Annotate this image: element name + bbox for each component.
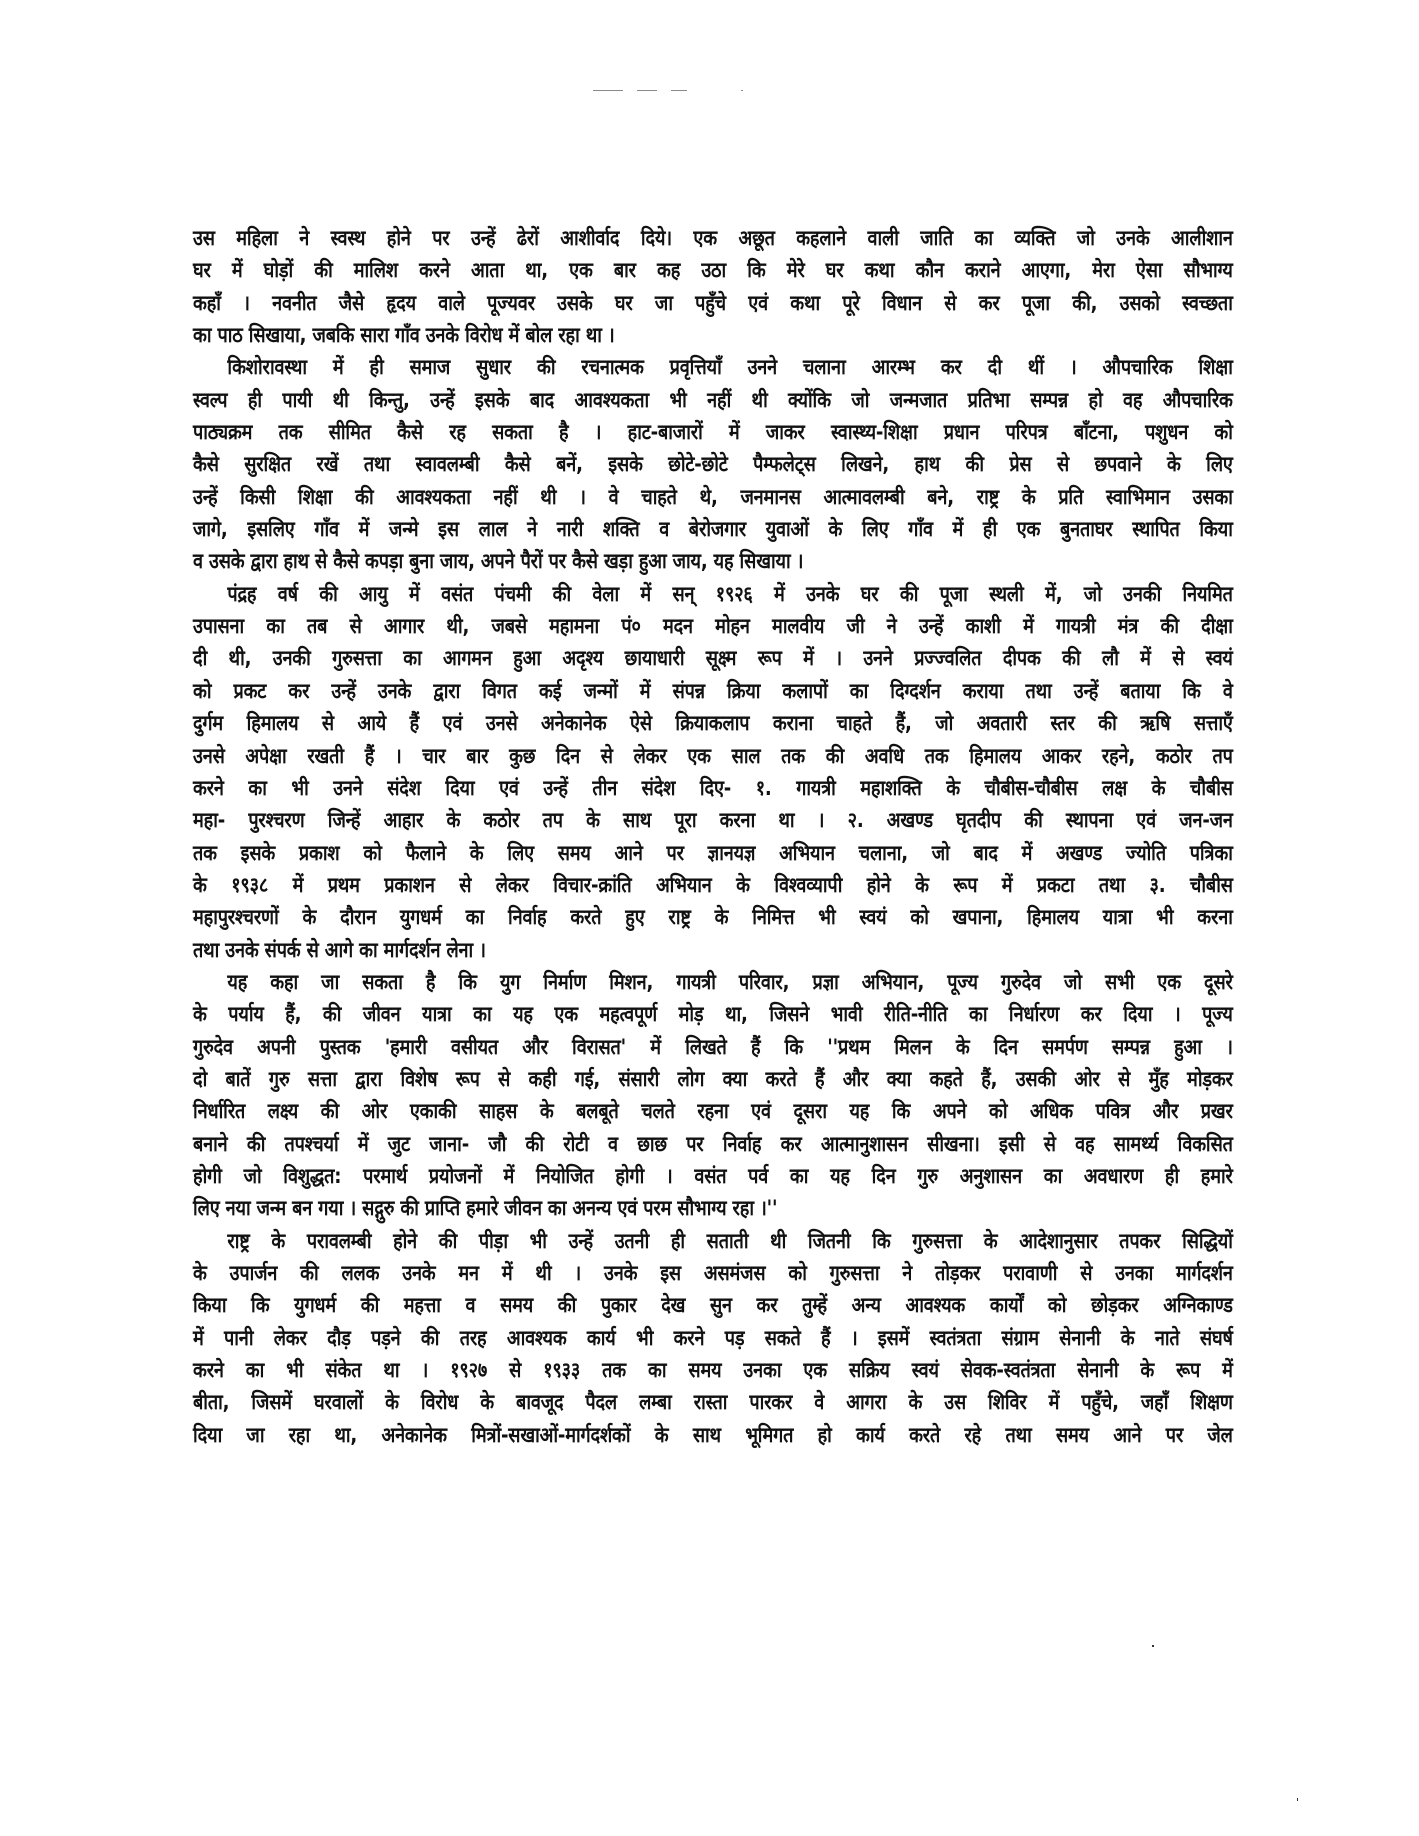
- text-line: बनाने की तपश्चर्या में जुट जाना- जौ की रोटी व छाछ पर निर्वाह कर आत्मानुशासन सीखना। इसी से वह सामर्थ्य विकसित: [193, 1131, 1233, 1156]
- text-line: दी थी, उनकी गुरुसत्ता का आगमन हुआ अदृश्य छायाधारी सूक्ष्म रूप में । उनने प्रज्ज्वलित दीपक की लौ में से स्वयं: [193, 646, 1233, 671]
- text-line: करने का भी संकेत था । १९२७ से १९३३ तक का समय उनका एक सक्रिय स्वयं सेवक-स्वतंत्रता सेनानी के रूप में: [193, 1358, 1233, 1383]
- text-line: कैसे सुरक्षित रखें तथा स्वावलम्बी कैसे बनें, इसके छोटे-छोटे पैम्फलेट्स लिखने, हाथ की प्रेस से छपवाने के लिए: [193, 452, 1233, 477]
- paragraph-first-line: किशोरावस्था में ही समाज सुधार की रचनात्मक प्रवृत्तियाँ उनने चलाना आरम्भ कर दी थीं । औपचारिक शिक्षा: [227, 355, 1233, 380]
- text-line: दुर्गम हिमालय से आये हैं एवं उनसे अनेकानेक ऐसे क्रियाकलाप कराना चाहते हैं, जो अवतारी स्तर की ऋषि सत्ताएँ: [193, 711, 1233, 736]
- paragraph-first-line: पंद्रह वर्ष की आयु में वसंत पंचमी की वेला में सन् १९२६ में उनके घर की पूजा स्थली में, जो उनकी नियमित: [227, 581, 1233, 606]
- text-line: के उपार्जन की ललक उनके मन में थी । उनके इस असमंजस को गुरुसत्ता ने तोड़कर परावाणी से उनका मार्गदर्शन: [193, 1261, 1233, 1285]
- text-line: जागे, इसलिए गाँव में जन्मे इस लाल ने नारी शक्ति व बेरोजगार युवाओं के लिए गाँव में ही एक बुनताघर स्थापित किया: [193, 517, 1233, 542]
- text-line: उनसे अपेक्षा रखती हैं । चार बार कुछ दिन से लेकर एक साल तक की अवधि तक हिमालय आकर रहने, कठोर तप: [193, 743, 1233, 768]
- scan-speck: [1152, 1645, 1154, 1647]
- text-line: महा- पुरश्चरण जिन्हें आहार के कठोर तप के साथ पूरा करना था । २. अखण्ड घृतदीप की स्थापना एवं जन-जन: [193, 808, 1233, 833]
- text-line: स्वल्प ही पायी थी किन्तु, उन्हें इसके बाद आवश्यकता भी नहीं थी क्योंकि जो जन्मजात प्रतिभा सम्पन्न हो वह औपचारिक: [193, 387, 1233, 412]
- paragraph-first-line: यह कहा जा सकता है कि युग निर्माण मिशन, गायत्री परिवार, प्रज्ञा अभियान, पूज्य गुरुदेव जो सभी एक दूसरे: [227, 969, 1233, 994]
- text-line: पाठ्यक्रम तक सीमित कैसे रह सकता है । हाट-बाजारों में जाकर स्वास्थ्य-शिक्षा प्रधान परिपत्र बाँटना, पशुधन को: [193, 420, 1233, 445]
- text-line: तक इसके प्रकाश को फैलाने के लिए समय आने पर ज्ञानयज्ञ अभियान चलाना, जो बाद में अखण्ड ज्योति पत्रिका: [193, 840, 1233, 865]
- rule-segment: [741, 90, 743, 91]
- text-line: को प्रकट कर उन्हें उनके द्वारा विगत कई जन्मों में संपन्न क्रिया कलापों का दिग्दर्शन कराया तथा उन्हें बताया कि वे: [193, 678, 1233, 703]
- text-line: दिया जा रहा था, अनेकानेक मित्रों-सखाओं-मार्गदर्शकों के साथ भूमिगत हो कार्य करते रहे तथा समय आने पर जेल: [193, 1422, 1233, 1447]
- text-line: उस महिला ने स्वस्थ होने पर उन्हें ढेरों आशीर्वाद दिये। एक अछूत कहलाने वाली जाति का व्यक्ति जो उनके आलीशान: [193, 226, 1233, 250]
- text-line: उपासना का तब से आगार थी, जबसे महामना पं० मदन मोहन मालवीय जी ने उन्हें काशी में गायत्री मंत्र की दीक्षा: [193, 614, 1233, 639]
- header-rule: [593, 90, 743, 92]
- text-line: दो बातें गुरु सत्ता द्वारा विशेष रूप से कही गई, संसारी लोग क्या करते हैं और क्या कहते हैं, उसकी ओर से मुँह मोड़कर: [193, 1066, 1233, 1091]
- text-line: होगी जो विशुद्धत: परमार्थ प्रयोजनों में नियोजित होगी । वसंत पर्व का यह दिन गुरु अनुशासन का अवधारण ही हमारे: [193, 1163, 1233, 1188]
- text-line: निर्धारित लक्ष्य की ओर एकाकी साहस के बलबूते चलते रहना एवं दूसरा यह कि अपने को अधिक पवित्र और प्रखर: [193, 1099, 1233, 1124]
- rule-segment: [637, 90, 657, 91]
- scan-speck: [1297, 1798, 1298, 1801]
- document-body: [193, 222, 1233, 1451]
- text-line: गुरुदेव अपनी पुस्तक 'हमारी वसीयत और विरासत' में लिखते हैं कि ''प्रथम मिलन के दिन समर्पण सम्पन्न हुआ ।: [193, 1034, 1233, 1059]
- text-line: के १९३८ में प्रथम प्रकाशन से लेकर विचार-क्रांति अभियान के विश्वव्यापी होने के रूप में प्रकटा तथा ३. चौबीस: [193, 872, 1233, 897]
- text-line: किया कि युगधर्म की महत्ता व समय की पुकार देख सुन कर तुम्हें अन्य आवश्यक कार्यों को छोड़कर अग्निकाण्ड: [193, 1293, 1233, 1318]
- text-line: बीता, जिसमें घरवालों के विरोध के बावजूद पैदल लम्बा रास्ता पारकर वे आगरा के उस शिविर में पहुँचे, जहाँ शिक्षण: [193, 1390, 1233, 1415]
- text-line: करने का भी उनने संदेश दिया एवं उन्हें तीन संदेश दिए- १. गायत्री महाशक्ति के चौबीस-चौबीस लक्ष के चौबीस: [193, 775, 1233, 800]
- text-line: कहाँ । नवनीत जैसे हृदय वाले पूज्यवर उसके घर जा पहुँचे एवं कथा पूरे विधान से कर पूजा की, उसको स्वच्छता: [193, 290, 1233, 315]
- text-line: उन्हें किसी शिक्षा की आवश्यकता नहीं थी । वे चाहते थे, जनमानस आत्मावलम्बी बने, राष्ट्र के प्रति स्वाभिमान उसका: [193, 484, 1233, 509]
- text-line: महापुरश्चरणों के दौरान युगधर्म का निर्वाह करते हुए राष्ट्र के निमित्त भी स्वयं को खपाना, हिमालय यात्रा भी करना: [193, 905, 1233, 930]
- text-line: का पाठ सिखाया, जबकि सारा गाँव उनके विरोध में बोल रहा था ।: [193, 323, 615, 348]
- text-line: तथा उनके संपर्क से आगे का मार्गदर्शन लेना ।: [193, 937, 486, 962]
- text-line: के पर्याय हैं, की जीवन यात्रा का यह एक महत्वपूर्ण मोड़ था, जिसने भावी रीति-नीति का निर्धारण कर दिया । पूज्य: [193, 1002, 1233, 1027]
- text-line: व उसके द्वारा हाथ से कैसे कपड़ा बुना जाय, अपने पैरों पर कैसे खड़ा हुआ जाय, यह सिखाया ।: [193, 549, 804, 574]
- text-line: में पानी लेकर दौड़ पड़ने की तरह आवश्यक कार्य भी करने पड़ सकते हैं । इसमें स्वतंत्रता संग्राम सेनानी के नाते संघर्ष: [193, 1325, 1233, 1350]
- text-line: लिए नया जन्म बन गया । सद्गुरु की प्राप्ति हमारे जीवन का अनन्य एवं परम सौभाग्य रहा ।'': [193, 1196, 778, 1221]
- text-line: घर में घोड़ों की मालिश करने आता था, एक बार कह उठा कि मेरे घर कथा कौन कराने आएगा, मेरा ऐसा सौभाग्य: [193, 258, 1233, 283]
- paragraph-first-line: राष्ट्र के परावलम्बी होने की पीड़ा भी उन्हें उतनी ही सताती थी जितनी कि गुरुसत्ता के आदेशानुसार तपकर सिद्धियों: [227, 1228, 1233, 1253]
- rule-segment: [671, 90, 688, 91]
- rule-segment: [593, 90, 623, 91]
